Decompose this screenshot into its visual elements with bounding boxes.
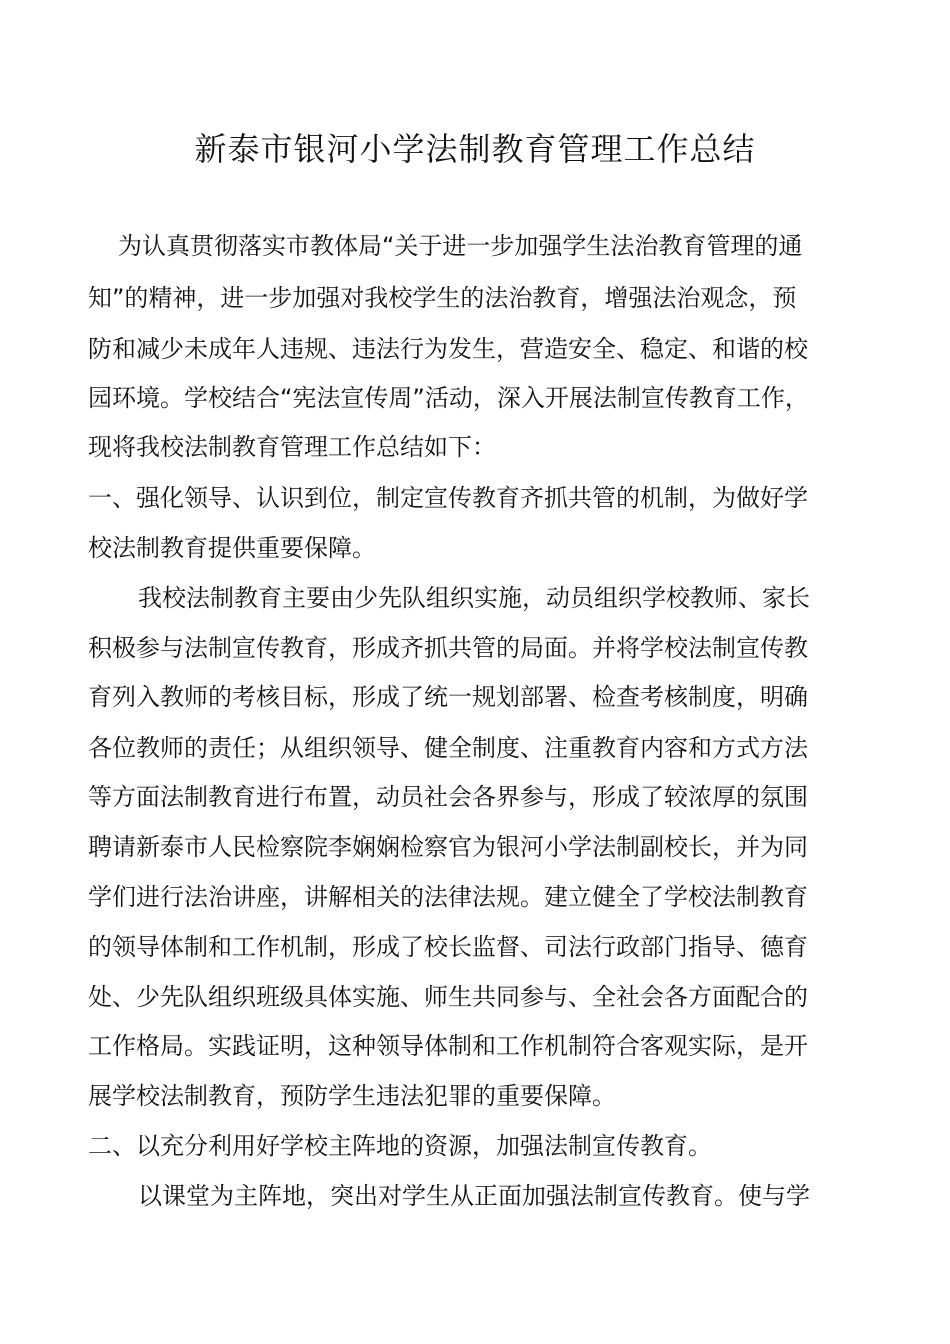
paragraph-line: 的领导体制和工作机制，形成了校长监督、司法行政部门指导、德育 [88,933,808,961]
paragraph-line: 防和减少未成年人违规、违法行为发生，营造安全、稳定、和谐的校 [88,335,808,363]
paragraph-line: 知”的精神，进一步加强对我校学生的法治教育，增强法治观念，预 [88,284,797,312]
paragraph-line: 以课堂为主阵地，突出对学生从正面加强法制宣传教育。使与学 [138,1182,810,1210]
paragraph-line: 园环境。学校结合“宪法宣传周”活动，深入开展法制宣传教育工作， [88,384,809,412]
paragraph-line: 为认真贯彻落实市教体局“关于进一步加强学生法治教育管理的通 [118,232,803,260]
section-heading-line: 二、以充分利用好学校主阵地的资源，加强法制宣传教育。 [88,1132,712,1160]
paragraph-line: 聘请新泰市人民检察院李娴娴检察官为银河小学法制副校长，并为同 [88,833,808,861]
section-heading-line: 校法制教育提供重要保障。 [88,534,376,562]
paragraph-line: 工作格局。实践证明，这种领导体制和工作机制符合客观实际，是开 [88,1032,808,1060]
paragraph-line: 展学校法制教育，预防学生违法犯罪的重要保障。 [88,1082,616,1110]
paragraph-line: 学们进行法治讲座，讲解相关的法律法规。建立健全了学校法制教育 [88,883,808,911]
paragraph-line: 积极参与法制宣传教育，形成齐抓共管的局面。并将学校法制宣传教 [88,634,808,662]
paragraph-line: 我校法制教育主要由少先队组织实施，动员组织学校教师、家长 [138,584,810,612]
paragraph-line: 育列入教师的考核目标，形成了统一规划部署、检查考核制度，明确 [88,683,808,711]
paragraph-line: 各位教师的责任；从组织领导、健全制度、注重教育内容和方式方法 [88,734,808,762]
paragraph-line: 现将我校法制教育管理工作总结如下： [88,433,496,461]
paragraph-line: 等方面法制教育进行布置，动员社会各界参与，形成了较浓厚的氛围 [88,783,808,811]
section-heading-line: 一、强化领导、认识到位，制定宣传教育齐抓共管的机制，为做好学 [88,484,808,512]
paragraph-line: 处、少先队组织班级具体实施、师生共同参与、全社会各方面配合的 [88,983,808,1011]
document-title: 新泰市银河小学法制教育管理工作总结 [194,130,756,168]
